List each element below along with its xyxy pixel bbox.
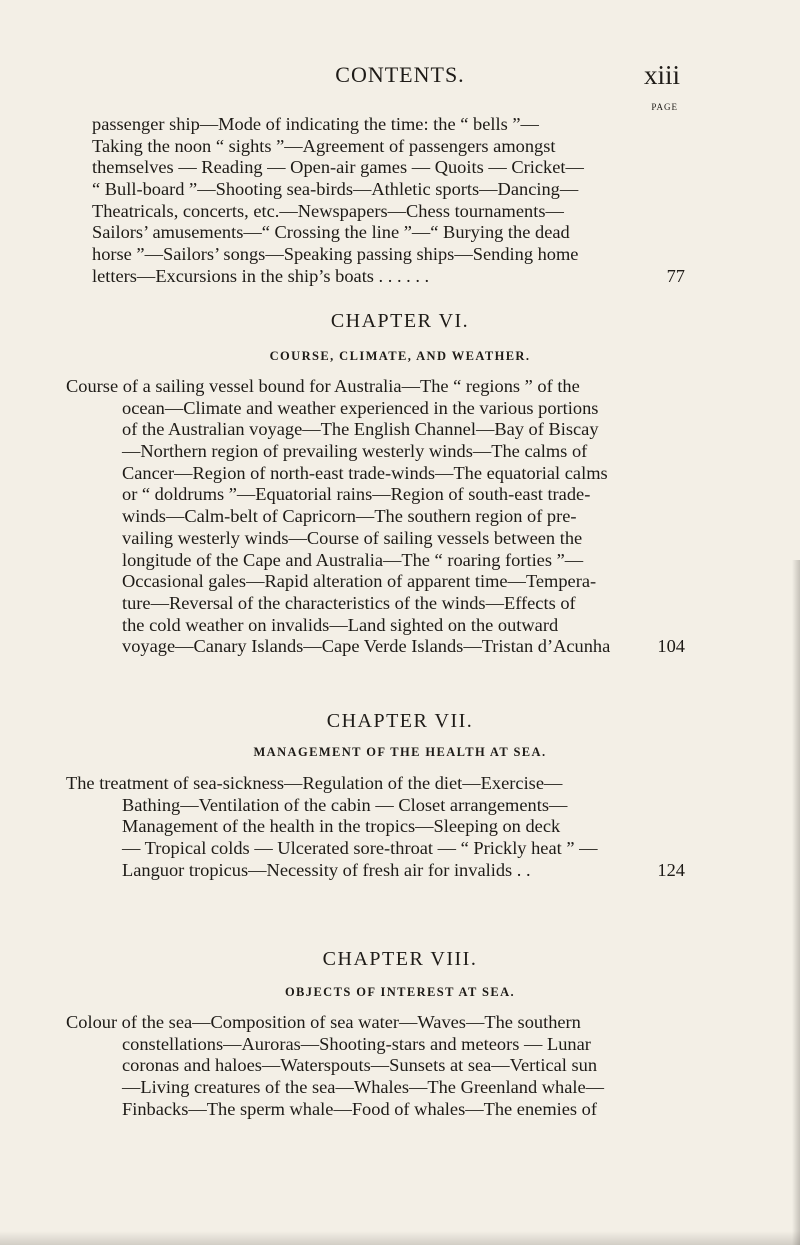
text-line: ture—Reversal of the characteristics of the winds—Effects of xyxy=(122,592,576,613)
text-line: Finbacks—The sperm whale—Food of whales—The enemies of xyxy=(122,1098,597,1119)
text-line: —Living creatures of the sea—Whales—The Greenland whale— xyxy=(122,1077,605,1098)
page-bottom-shadow xyxy=(0,1231,800,1245)
folio-page-number: xiii xyxy=(643,60,680,90)
text-line xyxy=(92,636,685,658)
text-line-content: letters—Excursions in the ship’s boats . . . . . . xyxy=(92,265,430,286)
text-line: themselves — Reading — Open-air games — Quoits — Cricket— xyxy=(92,157,584,178)
text-line: vailing westerly winds—Course of sailing vessels between the xyxy=(122,527,583,548)
text-line xyxy=(92,265,685,288)
chapter-summary xyxy=(66,1012,682,1120)
chapter-heading: CHAPTER VIII. xyxy=(322,948,478,970)
text-line: winds—Calm-belt of Capricorn—The southern region of pre- xyxy=(122,506,577,527)
page-edge-shadow xyxy=(792,560,800,1245)
chapter-summary xyxy=(66,773,685,881)
text-line: ocean—Climate and weather experienced in the various portions xyxy=(122,397,599,418)
text-line: — Tropical colds — Ulcerated sore-throat — “ Prickly heat ” — xyxy=(122,838,598,859)
text-line: longitude of the Cape and Australia—The “ roaring forties ”— xyxy=(122,549,584,570)
text-line: Bathing—Ventilation of the cabin — Closet arrangements— xyxy=(122,794,568,815)
page-reference: 104 xyxy=(657,636,685,657)
text-line: Theatricals, concerts, etc.—Newspapers—Chess tournaments— xyxy=(92,200,564,221)
page-reference: 77 xyxy=(666,265,685,286)
text-line: the cold weather on invalids—Land sighted on the outward xyxy=(122,614,559,635)
text-line: or “ doldrums ”—Equatorial rains—Region of south-east trade- xyxy=(122,484,591,505)
chapter-subtitle: MANAGEMENT OF THE HEALTH AT SEA. xyxy=(253,745,547,759)
text-line: of the Australian voyage—The English Channel—Bay of Biscay xyxy=(122,419,599,440)
text-line: horse ”—Sailors’ songs—Speaking passing ships—Sending home xyxy=(92,244,579,265)
chapter-summary xyxy=(66,376,685,658)
text-line: Cancer—Region of north-east trade-winds—The equatorial calms xyxy=(122,462,608,483)
text-line: passenger ship—Mode of indicating the time: the “ bells ”— xyxy=(92,114,539,134)
text-line: The treatment of sea-sickness—Regulation of the diet—Exercise— xyxy=(66,773,563,793)
chapter-heading: CHAPTER VII. xyxy=(326,710,474,732)
text-line: coronas and haloes—Waterspouts—Sunsets at sea—Vertical sun xyxy=(122,1055,598,1076)
text-line: “ Bull-board ”—Shooting sea-birds—Athletic sports—Dancing— xyxy=(92,179,579,200)
text-line: constellations—Auroras—Shooting-stars and meteors — Lunar xyxy=(122,1033,591,1054)
text-line-content: voyage—Canary Islands—Cape Verde Islands—Tristan d’Acunha xyxy=(122,636,611,657)
chapter-subtitle: COURSE, CLIMATE, AND WEATHER. xyxy=(269,349,531,363)
text-line: Management of the health in the tropics—Sleeping on deck xyxy=(122,816,561,837)
running-head xyxy=(0,58,800,94)
continued-section-text xyxy=(92,114,685,288)
text-line: Sailors’ amusements—“ Crossing the line ”—“ Burying the dead xyxy=(92,222,570,243)
text-line: Taking the noon “ sights ”—Agreement of passengers amongst xyxy=(92,135,556,156)
text-line: Course of a sailing vessel bound for Australia—The “ regions ” of the xyxy=(66,376,580,396)
page-reference: 124 xyxy=(657,859,685,880)
running-title: CONTENTS. xyxy=(335,62,465,87)
chapter-heading: CHAPTER VI. xyxy=(330,310,470,332)
page-column-label: PAGE xyxy=(651,102,678,112)
text-line-content: Languor tropicus—Necessity of fresh air for invalids . . xyxy=(122,859,531,880)
text-line: Colour of the sea—Composition of sea water—Waves—The southern xyxy=(66,1012,581,1032)
text-line xyxy=(92,859,685,882)
chapter-subtitle: OBJECTS OF INTEREST AT SEA. xyxy=(284,985,516,999)
text-line: Occasional gales—Rapid alteration of apparent time—Tempera- xyxy=(122,571,597,592)
text-line: —Northern region of prevailing westerly winds—The calms of xyxy=(122,441,588,462)
